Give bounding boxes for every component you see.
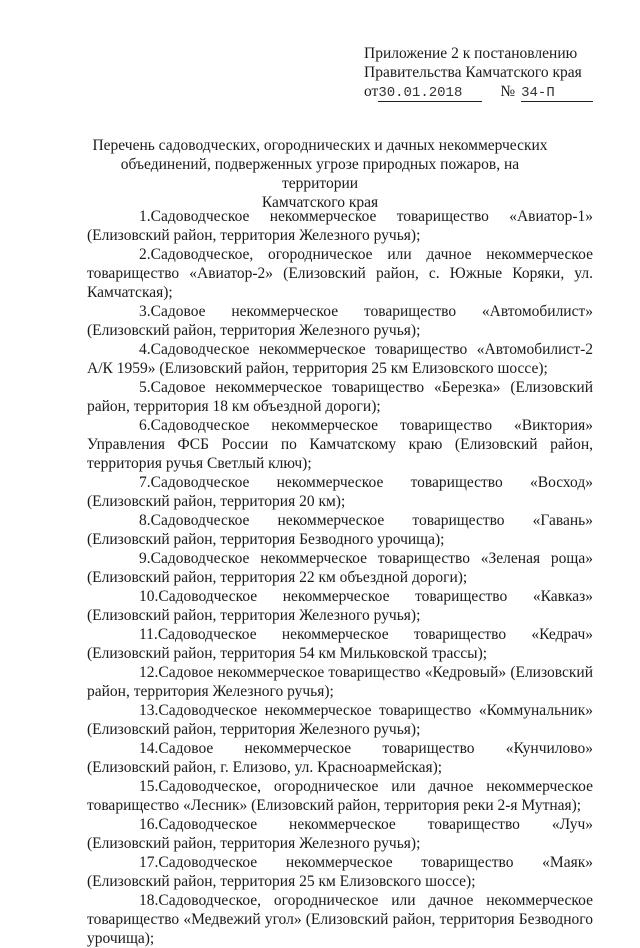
list-item bbox=[87, 587, 593, 625]
item-number: 2. bbox=[139, 246, 151, 263]
item-number: 9. bbox=[139, 550, 151, 567]
item-text: Садоводческое некоммерческое товарищество «Восход» (Елизовский район, территория 20 км); bbox=[87, 474, 593, 510]
list-item bbox=[87, 473, 593, 511]
item-text: Садовое некоммерческое товарищество «Кунчилово» (Елизовский район, г. Елизово, ул. Красноармейская); bbox=[87, 740, 593, 776]
item-text: Садоводческое некоммерческое товарищество «Кедрач» (Елизовский район, территория 54 км Мильковской трассы); bbox=[87, 626, 593, 662]
item-text: Садоводческое некоммерческое товарищество «Зеленая роща» (Елизовский район, территория 22 км объездной дороги); bbox=[87, 550, 593, 586]
item-number: 3. bbox=[139, 303, 151, 320]
appendix-header bbox=[364, 44, 596, 102]
resolution-date: 30.01.2018 bbox=[378, 86, 482, 102]
item-number: 8. bbox=[139, 512, 151, 529]
list-item bbox=[87, 207, 593, 245]
item-text: Садоводческое, огородническое или дачное некоммерческое товарищество «Медвежий угол» (Елизовский район, территория Безводного урочища); bbox=[87, 892, 593, 947]
item-text: Садоводческое некоммерческое товарищество «Автомобилист-2 А/К 1959» (Елизовский район, территория 25 км Елизовского шоссе); bbox=[87, 341, 593, 377]
item-text: Садоводческое некоммерческое товарищество «Маяк» (Елизовский район, территория 25 км Елизовского шоссе); bbox=[87, 854, 593, 890]
item-text: Садоводческое некоммерческое товарищество «Авиатор-1» (Елизовский район, территория Железного ручья); bbox=[87, 208, 593, 244]
item-text: Садоводческое некоммерческое товарищество «Коммунальник» (Елизовский район, территория Железного ручья); bbox=[87, 702, 593, 738]
list-item bbox=[87, 815, 593, 853]
list-item bbox=[87, 739, 593, 777]
list-item bbox=[87, 853, 593, 891]
item-text: Садовое некоммерческое товарищество «Кедровый» (Елизовский район, территория Железного ручья); bbox=[87, 664, 593, 700]
appendix-date-line bbox=[364, 82, 596, 102]
list-item bbox=[87, 701, 593, 739]
association-list bbox=[88, 207, 593, 948]
item-number: 12. bbox=[139, 664, 159, 681]
item-number: 7. bbox=[139, 474, 151, 491]
item-number: 6. bbox=[139, 417, 151, 434]
item-number: 17. bbox=[139, 854, 159, 871]
resolution-number: 34-П bbox=[521, 86, 593, 102]
item-number: 10. bbox=[139, 588, 159, 605]
item-number: 18. bbox=[139, 892, 159, 909]
list-item bbox=[87, 416, 593, 473]
item-text: Садоводческое, огородническое или дачное некоммерческое товарищество «Авиатор-2» (Елизовский район, с. Южные Коряки, ул. Камчатская); bbox=[87, 246, 593, 301]
item-text: Садоводческое некоммерческое товарищество «Луч» (Елизовский район, территория Железного ручья); bbox=[87, 816, 593, 852]
item-number: 16. bbox=[139, 816, 159, 833]
appendix-line-2: Правительства Камчатского края bbox=[364, 64, 582, 81]
item-number: 11. bbox=[139, 626, 158, 643]
item-text: Садовое некоммерческое товарищество «Автомобилист» (Елизовский район, территория Железного ручья); bbox=[87, 303, 593, 339]
list-item bbox=[87, 511, 593, 549]
item-text: Садоводческое некоммерческое товарищество «Гавань» (Елизовский район, территория Безводного урочища); bbox=[87, 512, 593, 548]
list-item bbox=[87, 891, 593, 948]
list-item bbox=[87, 378, 593, 416]
list-item bbox=[87, 663, 593, 701]
item-number: 4. bbox=[139, 341, 151, 358]
item-number: 14. bbox=[139, 740, 159, 757]
appendix-line-1: Приложение 2 к постановлению bbox=[364, 45, 578, 62]
title-line-1: Перечень садоводческих, огороднических и дачных некоммерческих bbox=[92, 137, 548, 154]
number-sign: № bbox=[500, 83, 516, 100]
item-text: Садоводческое некоммерческое товарищество «Виктория» Управления ФСБ России по Камчатскому краю (Елизовский район, территория ручья Светлый ключ); bbox=[87, 417, 593, 472]
item-text: Садовое некоммерческое товарищество «Березка» (Елизовский район, территория 18 км объездной дороги); bbox=[87, 379, 593, 415]
list-item bbox=[87, 340, 593, 378]
item-text: Садоводческое некоммерческое товарищество «Кавказ» (Елизовский район, территория Железного ручья); bbox=[87, 588, 593, 624]
item-number: 1. bbox=[139, 208, 151, 225]
document-title bbox=[90, 136, 550, 212]
list-item bbox=[87, 302, 593, 340]
list-item bbox=[87, 245, 593, 302]
date-prefix: от bbox=[364, 83, 379, 100]
list-item bbox=[87, 549, 593, 587]
item-number: 13. bbox=[139, 702, 159, 719]
list-item bbox=[87, 625, 593, 663]
item-text: Садоводческое, огородническое или дачное некоммерческое товарищество «Лесник» (Елизовский район, территория реки 2-я Мутная); bbox=[87, 778, 593, 814]
title-line-3: Камчатского края bbox=[261, 194, 379, 211]
list-item bbox=[87, 777, 593, 815]
item-number: 15. bbox=[139, 778, 159, 795]
title-line-2: объединений, подверженных угрозе природных пожаров, на территории bbox=[120, 156, 520, 192]
item-number: 5. bbox=[139, 379, 151, 396]
